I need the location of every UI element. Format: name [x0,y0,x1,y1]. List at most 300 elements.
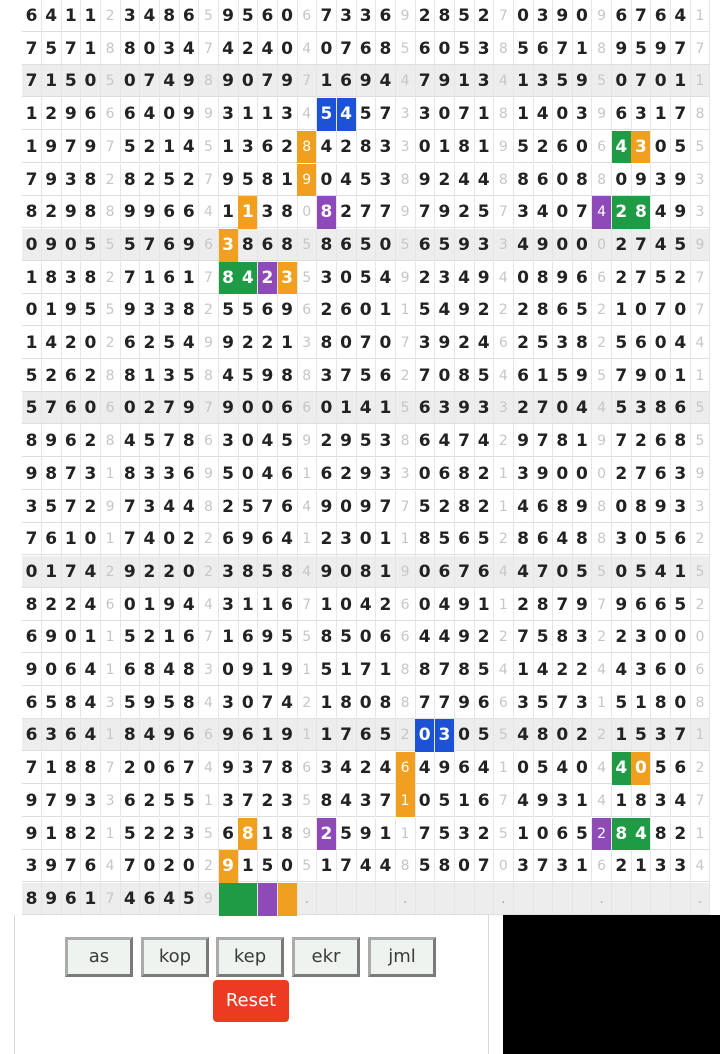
grid-cell: 3 [199,654,219,687]
grid-cell: 5 [435,818,455,851]
grid-cell: 1 [238,850,258,883]
grid-cell-highlighted: 8 [612,818,632,851]
grid-cell: 5 [101,294,121,327]
grid-row [22,360,710,392]
grid-cell: 8 [337,687,357,720]
grid-cell: 5 [120,621,140,654]
grid-cell: 4 [533,654,553,687]
grid-cell: 7 [22,65,42,98]
grid-cell: 7 [337,850,357,883]
grid-cell: 1 [101,719,121,752]
grid-cell: 8 [396,850,416,883]
grid-cell: 5 [612,392,632,425]
grid-cell: 9 [455,589,475,622]
grid-cell: 8 [199,360,219,393]
grid-cell: 2 [140,327,160,360]
grid-row [22,818,710,850]
grid-cell: 3 [101,687,121,720]
grid-cell: 5 [631,556,651,589]
grid-cell: 2 [61,327,81,360]
grid-cell: 0 [42,654,62,687]
grid-cell: 1 [572,33,592,66]
grid-cell: 1 [258,719,278,752]
grid-cell: 9 [455,229,475,262]
grid-cell: 0 [553,556,573,589]
grid-cell: 2 [160,818,180,851]
grid-cell: 5 [435,229,455,262]
grid-cell: 3 [219,98,239,131]
grid-cell: 8 [572,327,592,360]
grid-cell: 9 [356,458,376,491]
grid-cell: 6 [179,719,199,752]
grid-cell: 8 [179,687,199,720]
grid-cell: 1 [376,294,396,327]
grid-cell: 1 [42,294,62,327]
grid-cell-highlighted: 2 [317,818,337,851]
grid-cell: 4 [514,556,534,589]
grid-cell: 0 [61,621,81,654]
grid-cell: 5 [592,65,612,98]
grid-cell [317,883,337,916]
grid-cell: 2 [514,294,534,327]
grid-cell: 2 [572,719,592,752]
grid-cell: 8 [101,425,121,458]
grid-cell: 3 [690,164,710,197]
grid-cell: 1 [297,719,317,752]
grid-cell: 0 [671,687,691,720]
grid-cell: 1 [376,392,396,425]
grid-cell: 0 [690,621,710,654]
grid-cell: 1 [199,785,219,818]
grid-cell: 9 [22,654,42,687]
grid-cell: 6 [160,229,180,262]
grid-cell: 5 [455,33,475,66]
grid-cell: 4 [514,491,534,524]
grid-cell: 8 [415,654,435,687]
grid-cell: 8 [278,229,298,262]
grid-cell: 3 [553,327,573,360]
grid-cell: 9 [356,818,376,851]
grid-cell: 6 [238,621,258,654]
grid-cell: 7 [533,850,553,883]
grid-cell: 7 [42,392,62,425]
grid-cell: 7 [455,556,475,589]
grid-cell: 5 [533,327,553,360]
grid-cell: 4 [671,0,691,33]
grid-cell: 1 [140,589,160,622]
grid-cell: 4 [278,687,298,720]
grid-cell: 9 [297,425,317,458]
grid-cell: 8 [651,687,671,720]
grid-cell: 6 [140,883,160,916]
grid-cell: 3 [671,491,691,524]
grid-cell: 1 [317,719,337,752]
grid-cell: 2 [140,131,160,164]
grid-cell: 0 [553,196,573,229]
grid-cell-highlighted [278,883,298,916]
grid-cell: 7 [553,687,573,720]
grid-cell: 4 [651,229,671,262]
grid-cell: 3 [415,327,435,360]
grid-cell: 1 [494,491,514,524]
grid-cell: 2 [42,98,62,131]
grid-cell: 2 [612,262,632,295]
grid-cell: 7 [415,196,435,229]
grid-cell: 5 [297,621,317,654]
grid-cell: 5 [22,360,42,393]
grid-cell: 0 [553,98,573,131]
grid-cell-highlighted: 1 [396,785,416,818]
grid-cell: 9 [140,687,160,720]
grid-cell: 9 [258,621,278,654]
grid-cell: 5 [592,556,612,589]
grid-cell: 3 [651,785,671,818]
grid-cell: 9 [572,589,592,622]
grid-cell: 9 [219,164,239,197]
grid-cell: 1 [42,752,62,785]
grid-cell: 2 [572,654,592,687]
grid-cell: 0 [140,752,160,785]
grid-cell: 9 [337,425,357,458]
grid-cell [671,883,691,916]
grid-cell: 8 [22,589,42,622]
grid-cell [631,883,651,916]
grid-cell: 2 [199,294,219,327]
grid-cell: 3 [317,360,337,393]
grid-cell: 6 [592,850,612,883]
grid-cell: 4 [297,491,317,524]
grid-cell: 2 [42,589,62,622]
grid-cell: 5 [533,621,553,654]
grid-cell: 4 [592,654,612,687]
grid-cell: 3 [415,98,435,131]
grid-cell: 4 [494,262,514,295]
grid-cell: 6 [81,850,101,883]
grid-cell: 5 [474,360,494,393]
grid-cell: 9 [612,589,632,622]
grid-cell: 0 [179,556,199,589]
grid-cell: 0 [219,654,239,687]
grid-cell: 7 [337,360,357,393]
grid-cell: 9 [553,262,573,295]
grid-cell: 6 [297,392,317,425]
grid-cell: 1 [317,850,337,883]
grid-cell: 4 [690,327,710,360]
grid-cell: 7 [455,98,475,131]
grid-cell: 5 [120,818,140,851]
grid-cell: 3 [101,785,121,818]
jml-button[interactable]: jml [368,937,436,977]
grid-cell: 0 [317,164,337,197]
grid-cell: 5 [238,360,258,393]
grid-cell: 3 [219,425,239,458]
grid-cell: 2 [612,850,632,883]
grid-cell: 7 [22,523,42,556]
grid-cell: 9 [219,327,239,360]
grid-cell: 1 [258,589,278,622]
grid-cell: 5 [671,229,691,262]
grid-cell: 4 [160,491,180,524]
grid-cell: 4 [120,883,140,916]
grid-cell: 6 [415,425,435,458]
grid-row [22,294,710,326]
grid-cell: 1 [140,262,160,295]
grid-cell: 4 [297,98,317,131]
grid-cell: 4 [81,556,101,589]
grid-cell: 8 [572,164,592,197]
grid-cell-highlighted: 4 [631,818,651,851]
grid-cell: 7 [61,491,81,524]
grid-cell: 3 [140,294,160,327]
grid-cell: 8 [396,654,416,687]
grid-cell: 8 [22,425,42,458]
grid-cell: 7 [120,491,140,524]
grid-cell: 6 [592,262,612,295]
grid-cell: 9 [356,65,376,98]
grid-cell: 0 [612,164,632,197]
grid-cell: 3 [61,164,81,197]
grid-cell: 5 [140,425,160,458]
grid-cell: 3 [337,0,357,33]
grid-cell: 7 [376,491,396,524]
grid-cell: 3 [651,719,671,752]
grid-cell: 3 [396,98,416,131]
grid-cell: 7 [671,33,691,66]
grid-cell: 6 [474,785,494,818]
grid-cell: 3 [140,491,160,524]
grid-cell: 8 [140,654,160,687]
grid-cell: 0 [651,327,671,360]
grid-cell: 2 [474,458,494,491]
grid-cell: 1 [101,523,121,556]
grid-cell: 8 [199,65,219,98]
grid-cell-highlighted: 8 [219,262,239,295]
grid-cell: 4 [494,556,514,589]
grid-cell: 4 [160,883,180,916]
grid-cell: 9 [651,33,671,66]
grid-cell: 3 [22,850,42,883]
grid-cell: 2 [514,392,534,425]
grid-cell: 5 [651,262,671,295]
grid-cell: 0 [81,523,101,556]
grid-cell: 7 [258,491,278,524]
grid-cell: 5 [533,752,553,785]
grid-cell: 5 [179,360,199,393]
grid-cell-highlighted: 6 [396,752,416,785]
grid-cell: 8 [22,196,42,229]
grid-cell: 7 [199,621,219,654]
grid-cell: 5 [238,294,258,327]
grid-cell: 6 [61,392,81,425]
grid-cell: 7 [258,752,278,785]
grid-cell: 7 [631,458,651,491]
grid-cell: 6 [612,0,632,33]
grid-cell: 6 [553,131,573,164]
grid-cell: 1 [297,458,317,491]
grid-cell: 1 [22,131,42,164]
grid-cell: 6 [435,556,455,589]
grid-cell: 9 [455,621,475,654]
grid-cell: 1 [219,621,239,654]
grid-cell: 4 [140,98,160,131]
grid-row [22,131,710,163]
grid-cell: 3 [356,785,376,818]
grid-cell: 9 [219,65,239,98]
grid-cell: 5 [160,785,180,818]
grid-cell: 5 [651,523,671,556]
grid-row [22,458,710,490]
grid-cell: 3 [671,458,691,491]
grid-cell: 7 [376,98,396,131]
grid-cell: 4 [199,196,219,229]
grid-cell: 7 [140,229,160,262]
grid-cell: 0 [671,621,691,654]
kop-button[interactable]: kop [141,937,209,977]
grid-cell: 5 [356,360,376,393]
grid-cell [651,883,671,916]
grid-cell: 9 [160,589,180,622]
grid-cell: 9 [690,229,710,262]
grid-row [22,719,710,751]
grid-cell: 1 [22,262,42,295]
grid-cell [337,883,357,916]
grid-cell: 3 [61,262,81,295]
grid-cell: 5 [101,229,121,262]
grid-cell-highlighted: 2 [258,262,278,295]
grid-cell: 2 [101,327,121,360]
grid-cell: 1 [651,98,671,131]
as-button[interactable]: as [65,937,133,977]
grid-row [22,164,710,196]
grid-cell: 2 [356,752,376,785]
grid-cell: 7 [690,785,710,818]
reset-button[interactable]: Reset [213,980,289,1022]
grid-cell: 5 [258,850,278,883]
grid-cell: 7 [671,719,691,752]
grid-cell: 0 [514,0,534,33]
grid-cell: 7 [553,589,573,622]
grid-cell: 4 [572,392,592,425]
grid-cell: 1 [22,98,42,131]
grid-cell: 6 [651,654,671,687]
grid-cell: 2 [592,327,612,360]
grid-cell: 9 [671,164,691,197]
grid-cell: 4 [415,621,435,654]
grid-cell: 6 [533,491,553,524]
grid-cell: 8 [376,33,396,66]
grid-cell-highlighted: 0 [415,719,435,752]
grid-cell: 4 [337,785,357,818]
grid-cell: 7 [199,262,219,295]
grid-cell: 6 [219,818,239,851]
grid-cell: 5 [219,294,239,327]
kep-button[interactable]: kep [216,937,284,977]
grid-cell: 8 [435,850,455,883]
grid-cell: 0 [356,621,376,654]
grid-cell-highlighted: 9 [297,164,317,197]
grid-cell-highlighted: 3 [435,719,455,752]
grid-cell: 4 [671,785,691,818]
grid-cell: 4 [81,654,101,687]
grid-cell [376,883,396,916]
grid-cell: 1 [690,65,710,98]
grid-cell: 2 [238,33,258,66]
grid-cell: 2 [396,360,416,393]
grid-cell: 3 [572,687,592,720]
grid-cell: 3 [238,752,258,785]
grid-cell: 5 [435,785,455,818]
grid-cell: 0 [612,491,632,524]
grid-cell: 0 [238,392,258,425]
grid-cell: 5 [61,65,81,98]
grid-cell: 2 [81,360,101,393]
grid-cell: 2 [455,327,475,360]
grid-cell: 5 [22,392,42,425]
grid-cell: 0 [572,131,592,164]
grid-cell: 1 [140,360,160,393]
grid-cell: 9 [42,131,62,164]
grid-cell: 9 [297,818,317,851]
grid-cell: 8 [120,360,140,393]
grid-cell: 9 [278,294,298,327]
grid-cell: 7 [435,687,455,720]
grid-cell: 2 [592,719,612,752]
grid-cell: 7 [297,589,317,622]
grid-cell: 2 [219,491,239,524]
grid-cell: 3 [690,196,710,229]
grid-cell: 1 [337,392,357,425]
grid-cell: 5 [238,0,258,33]
grid-cell: 2 [690,589,710,622]
grid-cell: 9 [612,33,632,66]
grid-cell: 0 [553,458,573,491]
grid-cell: 8 [179,425,199,458]
grid-cell: . [297,883,317,916]
grid-cell: . [592,883,612,916]
grid-cell-highlighted [258,883,278,916]
grid-cell: 5 [396,229,416,262]
grid-cell: 6 [494,687,514,720]
grid-cell: 8 [533,262,553,295]
grid-cell: 2 [160,850,180,883]
grid-cell: 9 [22,818,42,851]
grid-cell: 3 [631,621,651,654]
grid-cell: 2 [474,818,494,851]
grid-cell: 2 [592,621,612,654]
grid-cell: 5 [317,654,337,687]
grid-cell: 9 [42,229,62,262]
grid-cell: 2 [474,621,494,654]
grid-cell: 2 [514,327,534,360]
grid-cell: 1 [81,33,101,66]
grid-cell: 1 [42,65,62,98]
grid-cell: 0 [317,33,337,66]
grid-cell: 4 [494,65,514,98]
grid-cell: 2 [317,294,337,327]
grid-cell: 1 [690,0,710,33]
grid-cell: 3 [435,392,455,425]
ekr-button[interactable]: ekr [292,937,360,977]
grid-cell: 5 [690,131,710,164]
grid-cell: 6 [474,687,494,720]
grid-row [22,621,710,653]
grid-cell: 7 [415,818,435,851]
grid-cell-highlighted: 2 [612,196,632,229]
grid-cell: 9 [455,687,475,720]
grid-cell: 9 [435,327,455,360]
grid-cell: 3 [376,425,396,458]
grid-cell: 2 [179,164,199,197]
